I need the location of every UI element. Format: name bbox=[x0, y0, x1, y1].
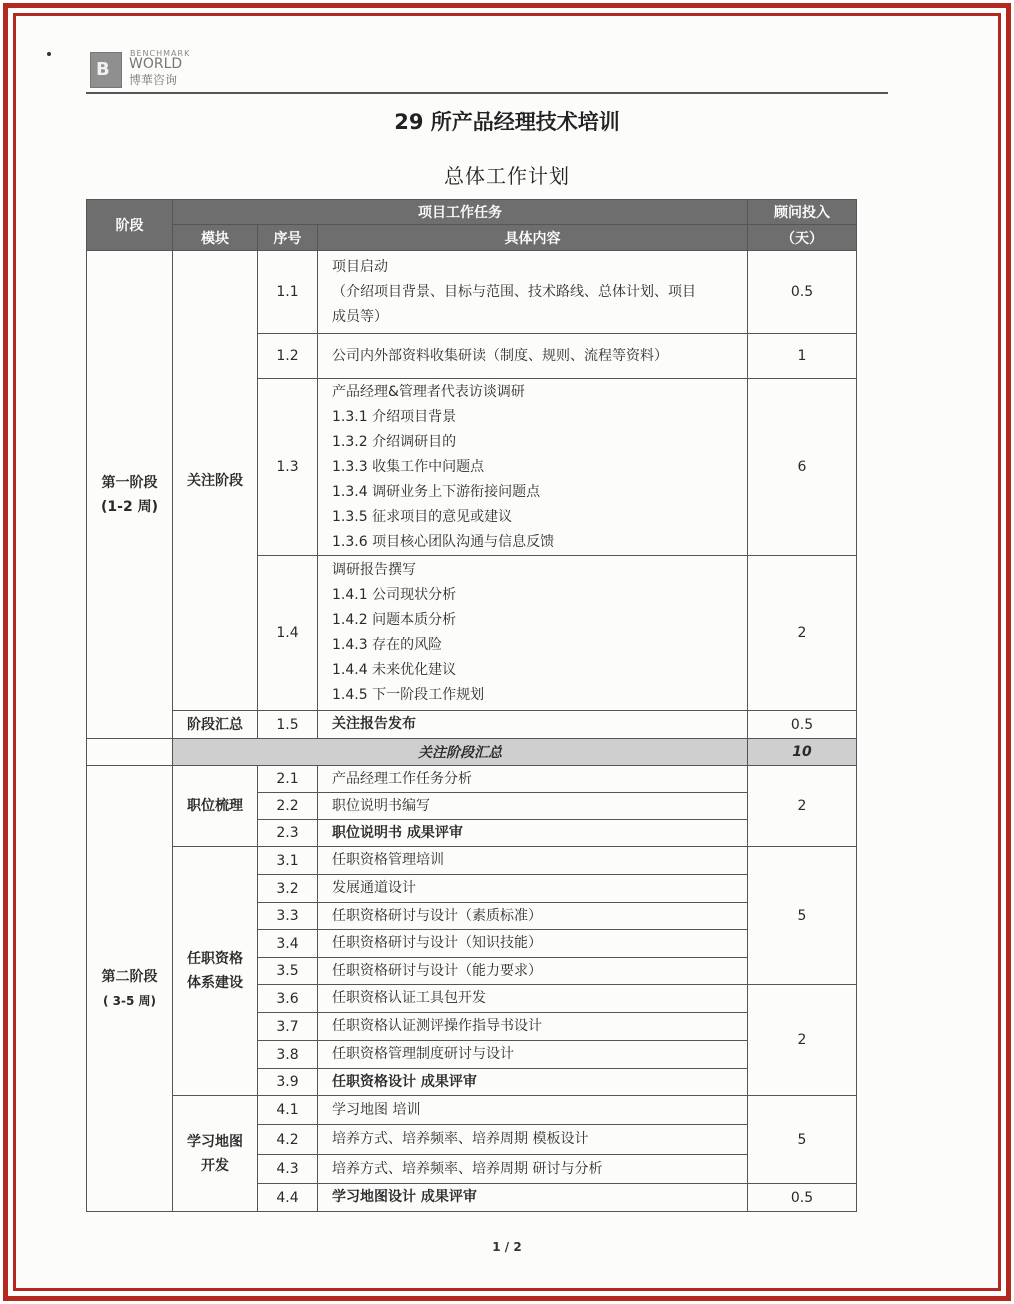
days-cell: 0.5 bbox=[748, 251, 857, 334]
seq-cell: 3.8 bbox=[258, 1041, 318, 1069]
days-cell: 6 bbox=[748, 379, 857, 556]
phase-one-weeks: (1-2 周) bbox=[101, 498, 158, 515]
content-cell: 任职资格管理制度研讨与设计 bbox=[318, 1041, 748, 1069]
days-cell: 1 bbox=[748, 334, 857, 379]
seq-cell: 2.1 bbox=[258, 766, 318, 793]
table-row bbox=[87, 251, 857, 334]
days-cell: 2 bbox=[748, 766, 857, 847]
module-learning-map: 学习地图 开发 bbox=[173, 1096, 258, 1212]
days-cell: 5 bbox=[748, 1096, 857, 1184]
seq-cell: 4.3 bbox=[258, 1155, 318, 1184]
seq-cell: 3.3 bbox=[258, 903, 318, 930]
table-row bbox=[87, 847, 857, 875]
seq-cell: 3.4 bbox=[258, 930, 318, 958]
content-cell: 任职资格研讨与设计（知识技能） bbox=[318, 930, 748, 958]
subtotal-row bbox=[87, 739, 857, 766]
content-cell: 任职资格研讨与设计（素质标准） bbox=[318, 903, 748, 930]
module-job: 职位梳理 bbox=[173, 766, 258, 847]
phase-two-cell bbox=[87, 766, 173, 1212]
table-row bbox=[87, 766, 857, 793]
content-cell: 项目启动 （介绍项目背景、目标与范围、技术路线、总体计划、项目 成员等） bbox=[318, 251, 748, 334]
seq-cell: 1.1 bbox=[258, 251, 318, 334]
content-cell: 调研报告撰写 1.4.1 公司现状分析 1.4.2 问题本质分析 1.4.3 存在的风险 1.4.4 未来优化建议 1.4.5 下一阶段工作规划 bbox=[318, 556, 748, 711]
seq-cell: 3.2 bbox=[258, 875, 318, 903]
days-cell: 0.5 bbox=[748, 1184, 857, 1212]
header-divider bbox=[86, 92, 888, 94]
page-number: 1 / 2 bbox=[492, 1240, 522, 1254]
seq-cell: 2.3 bbox=[258, 820, 318, 847]
logo-text-en: WORLD bbox=[129, 56, 183, 72]
seq-cell: 3.6 bbox=[258, 985, 318, 1013]
content-cell: 培养方式、培养频率、培养周期 模板设计 bbox=[318, 1125, 748, 1155]
phase-one-cell bbox=[87, 251, 173, 739]
header-module: 模块 bbox=[173, 225, 258, 251]
content-cell: 任职资格管理培训 bbox=[318, 847, 748, 875]
phase-one-name: 第一阶段 bbox=[101, 474, 158, 491]
seq-cell: 1.4 bbox=[258, 556, 318, 711]
subtotal-blank bbox=[87, 739, 173, 766]
content-cell: 任职资格研讨与设计（能力要求） bbox=[318, 958, 748, 985]
content-cell: 任职资格设计 成果评审 bbox=[318, 1069, 748, 1096]
content-cell: 培养方式、培养频率、培养周期 研讨与分析 bbox=[318, 1155, 748, 1184]
header-days-line2: （天） bbox=[748, 225, 857, 251]
table-row bbox=[87, 711, 857, 739]
days-cell: 5 bbox=[748, 847, 857, 985]
logo-icon: B bbox=[90, 52, 122, 88]
content-cell: 公司内外部资料收集研读（制度、规则、流程等资料） bbox=[318, 334, 748, 379]
content-cell: 产品经理工作任务分析 bbox=[318, 766, 748, 793]
seq-cell: 3.7 bbox=[258, 1013, 318, 1041]
table-row bbox=[87, 1096, 857, 1125]
header-tasks: 项目工作任务 bbox=[173, 200, 748, 225]
seq-cell: 4.1 bbox=[258, 1096, 318, 1125]
seq-cell: 3.9 bbox=[258, 1069, 318, 1096]
content-cell: 职位说明书编写 bbox=[318, 793, 748, 820]
document-subtitle: 总体工作计划 bbox=[444, 164, 570, 188]
header-seq: 序号 bbox=[258, 225, 318, 251]
content-cell: 学习地图 培训 bbox=[318, 1096, 748, 1125]
seq-cell: 4.4 bbox=[258, 1184, 318, 1212]
logo-text-cn: 博華咨询 bbox=[129, 73, 178, 87]
logo-subtext: BENCHMARK bbox=[130, 49, 191, 58]
header-phase: 阶段 bbox=[87, 200, 173, 251]
seq-cell: 2.2 bbox=[258, 793, 318, 820]
header-days-line1: 顾问投入 bbox=[748, 200, 857, 225]
subtotal-label: 关注阶段汇总 bbox=[173, 739, 748, 766]
content-cell: 职位说明书 成果评审 bbox=[318, 820, 748, 847]
work-plan-table bbox=[86, 199, 857, 1212]
seq-cell: 1.2 bbox=[258, 334, 318, 379]
content-cell: 任职资格认证工具包开发 bbox=[318, 985, 748, 1013]
seq-cell: 4.2 bbox=[258, 1125, 318, 1155]
days-cell: 2 bbox=[748, 556, 857, 711]
seq-cell: 3.5 bbox=[258, 958, 318, 985]
content-cell: 任职资格认证测评操作指导书设计 bbox=[318, 1013, 748, 1041]
document-title: 29 所产品经理技术培训 bbox=[394, 110, 620, 134]
phase-two-name: 第二阶段 bbox=[101, 968, 158, 985]
header-content: 具体内容 bbox=[318, 225, 748, 251]
subtotal-value: 10 bbox=[748, 739, 857, 766]
days-cell: 2 bbox=[748, 985, 857, 1096]
scan-speck bbox=[47, 52, 51, 56]
module-focus: 关注阶段 bbox=[173, 251, 258, 711]
content-cell: 学习地图设计 成果评审 bbox=[318, 1184, 748, 1212]
content-cell: 发展通道设计 bbox=[318, 875, 748, 903]
seq-cell: 1.5 bbox=[258, 711, 318, 739]
seq-cell: 1.3 bbox=[258, 379, 318, 556]
module-summary: 阶段汇总 bbox=[173, 711, 258, 739]
module-qualification: 任职资格 体系建设 bbox=[173, 847, 258, 1096]
content-cell: 产品经理&管理者代表访谈调研 1.3.1 介绍项目背景 1.3.2 介绍调研目的 1.3.3 收集工作中问题点 1.3.4 调研业务上下游衔接问题点 1.3.5 征求项目的意见或建议 1.3.6 项目核心团队沟通与信息反馈 bbox=[318, 379, 748, 556]
days-cell: 0.5 bbox=[748, 711, 857, 739]
seq-cell: 3.1 bbox=[258, 847, 318, 875]
phase-two-weeks: ( 3-5 周) bbox=[102, 993, 156, 1008]
content-cell: 关注报告发布 bbox=[318, 711, 748, 739]
